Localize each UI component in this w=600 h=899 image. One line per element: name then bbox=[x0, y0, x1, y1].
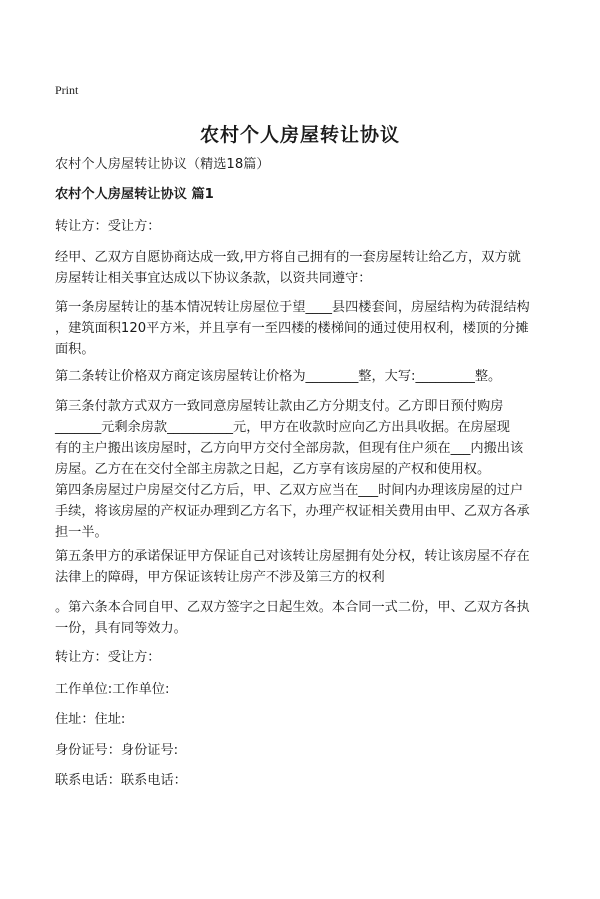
paragraph-line: 法律上的障碍，甲方保证该转让房产不涉及第三方的权利 bbox=[55, 570, 385, 585]
document-subtitle: 农村个人房屋转让协议（精选18篇） bbox=[55, 157, 270, 172]
paragraph-article-2 bbox=[55, 366, 555, 387]
paragraph-line: 一份，具有同等效力。 bbox=[55, 621, 187, 636]
paragraph-line: 房屋转让相关事宜达成以下协议条款，以资共同遵守： bbox=[55, 271, 372, 286]
signature-phone: 联系电话：联系电话： bbox=[55, 773, 187, 788]
paragraph-article-1 bbox=[55, 297, 555, 360]
paragraph-article-5 bbox=[55, 546, 555, 588]
paragraph-line: 房屋。乙方在在交付全部主房款之日起，乙方享有该房屋的产权和使用权。 bbox=[55, 462, 491, 477]
paragraph-line: 。第六条本合同自甲、乙双方签字之日起生效。本合同一式二份，甲、乙双方各执 bbox=[55, 600, 530, 615]
paragraph-line: 手续，将该房屋的产权证办理到乙方名下，办理产权证相关费用由甲、乙双方各承 bbox=[55, 504, 530, 519]
paragraph-article-3 bbox=[55, 396, 555, 480]
paragraph-intro bbox=[55, 247, 555, 289]
paragraph-line: 第四条房屋过户房屋交付乙方后，甲、乙双方应当在___时间内办理该房屋的过户 bbox=[55, 483, 524, 498]
paragraph-line: ，建筑面积120平方米，并且享有一至四楼的楼梯间的通过使用权利，楼顶的分摊 bbox=[55, 321, 529, 336]
signature-id-number: 身份证号：身份证号: bbox=[55, 743, 179, 758]
section-heading: 农村个人房屋转让协议 篇1 bbox=[55, 187, 214, 202]
paragraph-line: 第二条转让价格双方商定该房屋转让价格为________整，大写:_________整。 bbox=[55, 369, 502, 384]
paragraph-line: 经甲、乙双方自愿协商达成一致,甲方将自己拥有的一套房屋转让给乙方，双方就 bbox=[55, 250, 521, 265]
signature-parties: 转让方：受让方： bbox=[55, 650, 161, 665]
paragraph-article-4 bbox=[55, 480, 555, 543]
signature-address: 住址：住址: bbox=[55, 712, 126, 727]
paragraph-line: 第三条付款方式双方一致同意房屋转让款由乙方分期支付。乙方即日预付购房 bbox=[55, 399, 504, 414]
paragraph-line: 担一半。 bbox=[55, 525, 108, 540]
signature-work-unit: 工作单位:工作单位: bbox=[55, 682, 170, 697]
paragraph-line: 有的主户搬出该房屋时，乙方向甲方交付全部房款，但现有住户须在___内搬出该 bbox=[55, 441, 524, 456]
paragraph-line: 第五条甲方的承诺保证甲方保证自己对该转让房屋拥有处分权，转让该房屋不存在 bbox=[55, 549, 530, 564]
parties-line: 转让方：受让方： bbox=[55, 219, 161, 234]
print-link[interactable]: Print bbox=[55, 83, 79, 97]
document-title: 农村个人房屋转让协议 bbox=[199, 124, 400, 146]
paragraph-line: 面积。 bbox=[55, 342, 95, 357]
paragraph-article-6 bbox=[55, 597, 555, 639]
paragraph-line: 第一条房屋转让的基本情况转让房屋位于望____县四楼套间，房屋结构为砖混结构 bbox=[55, 300, 530, 315]
paragraph-line: _______元剩余房款__________元，甲方在收款时应向乙方出具收据。在房屋现 bbox=[55, 420, 510, 435]
